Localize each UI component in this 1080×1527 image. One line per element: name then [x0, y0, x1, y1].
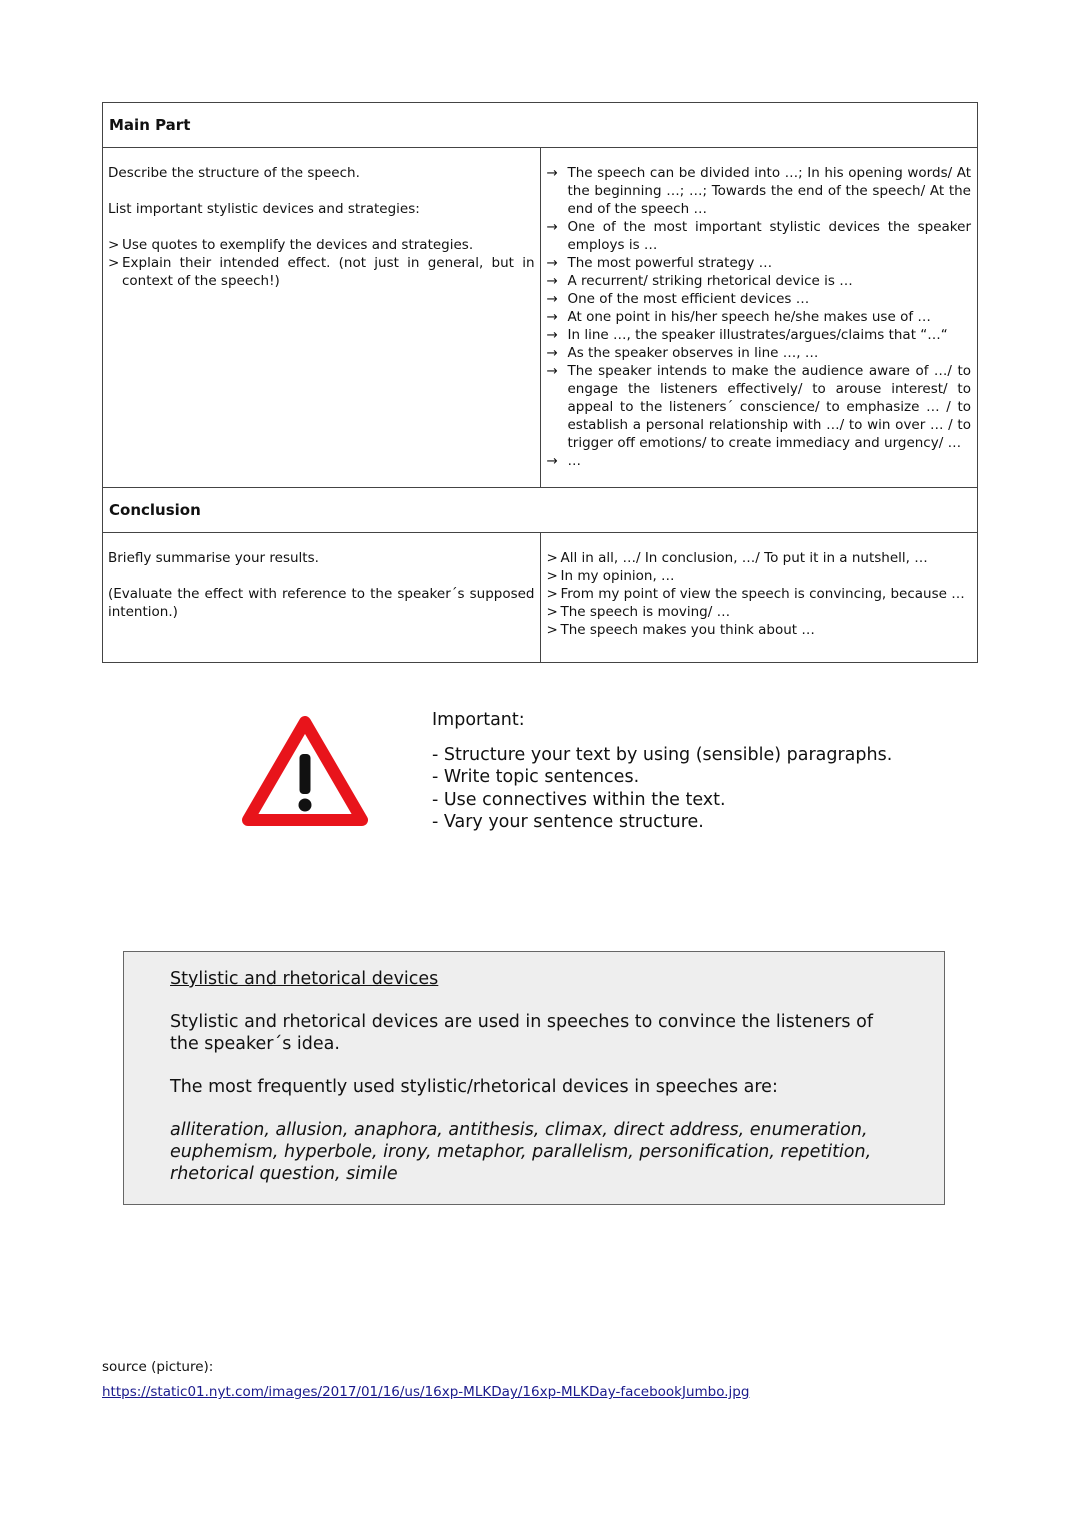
- conclusion-instructions: [103, 533, 541, 663]
- instruction-devices: List important stylistic devices and strategies:: [108, 201, 420, 217]
- instruction-structure: Describe the structure of the speech.: [108, 165, 360, 181]
- analysis-table: [102, 102, 978, 663]
- instruction-summarise: Briefly summarise your results.: [108, 550, 319, 566]
- list-item: > In my opinion, …: [546, 568, 675, 584]
- source-label: source (picture):: [102, 1359, 214, 1375]
- instruction-bullets: [108, 236, 535, 290]
- main-part-heading: Main Part: [103, 103, 978, 148]
- list-item: > The speech makes you think about …: [546, 622, 815, 638]
- list-item: → As the speaker observes in line …, …: [546, 345, 819, 361]
- list-item: > All in all, …/ In conclusion, …/ To put it in a nutshell, …: [546, 550, 928, 566]
- list-item: → A recurrent/ striking rhetorical device is …: [546, 273, 853, 289]
- instruction-evaluate: (Evaluate the effect with reference to the speaker´s supposed intention.): [108, 586, 535, 620]
- list-item: → One of the most important stylistic devices the speaker employs is …: [546, 219, 971, 253]
- source-footer: [102, 1355, 749, 1405]
- important-notes: [432, 709, 952, 834]
- source-link[interactable]: https://static01.nyt.com/images/2017/01/16/us/16xp-MLKDay/16xp-MLKDay-facebookJumbo.jpg: [102, 1384, 750, 1400]
- list-item: > Explain their intended effect. (not just in general, but in context of the speech!): [108, 255, 535, 289]
- list-item: → One of the most efficient devices …: [546, 291, 810, 307]
- list-item: - Structure your text by using (sensible) paragraphs.: [432, 744, 893, 765]
- conclusion-heading: Conclusion: [103, 488, 978, 533]
- conclusion-phrase-list: [547, 549, 972, 639]
- box-intro: Stylistic and rhetorical devices are used in speeches to convince the listeners of the speaker´s idea.: [170, 1012, 873, 1054]
- list-item: - Use connectives within the text.: [432, 789, 726, 810]
- list-item: → …: [546, 453, 581, 469]
- list-item: → The speech can be divided into …; In his opening words/ At the beginning …; …; Towards the end of the speech/ At the end of the speech …: [546, 165, 971, 217]
- list-item: → The speaker intends to make the audience aware of …/ to engage the listeners effectively/ to arouse interest/ to appeal to the listeners´ conscience/ to emphasize … / to establish a personal relationship with …/ to win over … / to trigger off emotions/ to create immediacy and urgency/ …: [546, 363, 971, 451]
- device-list: alliteration, allusion, anaphora, antithesis, climax, direct address, enumeration, euphemism, hyperbole, irony, metaphor, parallelism, personification, repetition, rhetorical question, simile: [170, 1120, 872, 1184]
- list-item: - Vary your sentence structure.: [432, 812, 704, 832]
- box-lead: The most frequently used stylistic/rhetorical devices in speeches are:: [170, 1077, 778, 1097]
- list-item: > The speech is moving/ …: [546, 604, 731, 620]
- box-title: Stylistic and rhetorical devices: [170, 969, 439, 989]
- list-item: → The most powerful strategy …: [546, 255, 773, 271]
- phrase-list: [547, 164, 972, 470]
- list-item: → In line …, the speaker illustrates/argues/claims that “…“: [546, 327, 948, 343]
- stylistic-devices-box: [123, 951, 945, 1205]
- conclusion-phrases: [540, 533, 978, 663]
- important-title: Important:: [432, 710, 525, 730]
- list-item: > Use quotes to exemplify the devices and strategies.: [108, 237, 474, 253]
- main-part-phrases: [540, 148, 978, 488]
- main-part-instructions: [103, 148, 541, 488]
- list-item: → At one point in his/her speech he/she makes use of …: [546, 309, 931, 325]
- warning-triangle-icon: [242, 716, 368, 828]
- list-item: - Write topic sentences.: [432, 767, 640, 787]
- important-list: [432, 744, 952, 834]
- list-item: > From my point of view the speech is convincing, because …: [546, 586, 965, 602]
